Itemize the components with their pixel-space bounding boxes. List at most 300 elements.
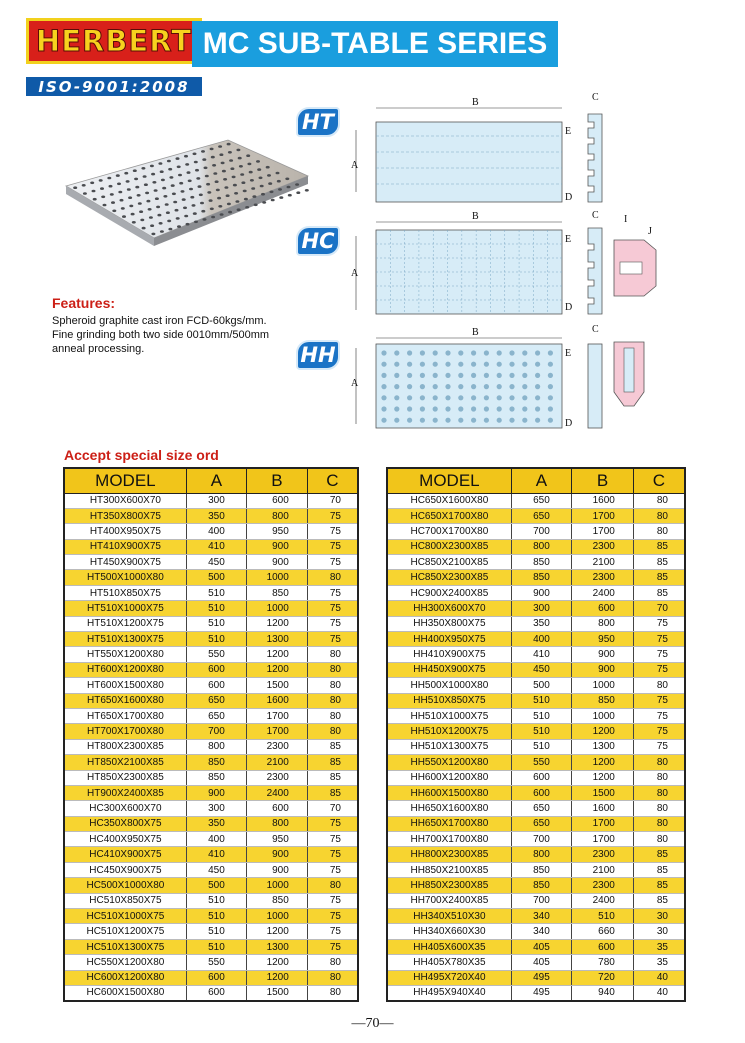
cell-b: 950 <box>247 832 308 847</box>
cell-c: 85 <box>633 862 685 877</box>
cell-a: 410 <box>186 847 246 862</box>
cell-b: 2300 <box>572 570 634 585</box>
cell-c: 80 <box>307 678 358 693</box>
cell-a: 450 <box>186 862 246 877</box>
table-row <box>64 878 358 893</box>
cell-c: 75 <box>307 909 358 924</box>
cell-a: 510 <box>511 708 571 723</box>
col-header-b: B <box>247 468 308 493</box>
cell-model: HH850X2100X85 <box>387 862 511 877</box>
hh-dim-b: B <box>472 327 479 338</box>
cell-a: 510 <box>186 909 246 924</box>
ht-dim-e: E <box>565 126 572 137</box>
cell-b: 1500 <box>247 678 308 693</box>
ht-dim-b: B <box>472 97 479 108</box>
cell-model: HC600X1500X80 <box>64 986 186 1001</box>
cell-b: 2300 <box>572 847 634 862</box>
cell-a: 400 <box>186 832 246 847</box>
features-title: Features: <box>52 295 116 311</box>
cell-b: 2100 <box>572 862 634 877</box>
cell-c: 75 <box>307 862 358 877</box>
cell-a: 550 <box>511 755 571 770</box>
table-row <box>387 693 685 708</box>
cell-model: HT400X950X75 <box>64 524 186 539</box>
table-row <box>64 632 358 647</box>
hc-diagram <box>344 206 674 324</box>
cell-model: HH510X1300X75 <box>387 739 511 754</box>
cell-c: 75 <box>307 508 358 523</box>
table-row <box>387 678 685 693</box>
cell-a: 700 <box>511 893 571 908</box>
col-header-model: MODEL <box>387 468 511 493</box>
cell-b: 1000 <box>247 601 308 616</box>
cell-b: 1700 <box>572 524 634 539</box>
page-title: MC SUB-TABLE SERIES <box>192 21 558 67</box>
cell-model: HH600X1200X80 <box>387 770 511 785</box>
cell-c: 80 <box>633 785 685 800</box>
cell-c: 40 <box>633 986 685 1001</box>
cell-model: HC700X1700X80 <box>387 524 511 539</box>
cell-model: HC410X900X75 <box>64 847 186 862</box>
cell-model: HH340X660X30 <box>387 924 511 939</box>
cell-model: HH650X1600X80 <box>387 801 511 816</box>
cell-a: 500 <box>186 570 246 585</box>
cell-model: HH400X950X75 <box>387 632 511 647</box>
cell-model: HC510X850X75 <box>64 893 186 908</box>
cell-a: 700 <box>511 832 571 847</box>
table-row <box>64 724 358 739</box>
cell-b: 1200 <box>247 970 308 985</box>
hc-dim-d: D <box>565 302 573 313</box>
cell-a: 495 <box>511 986 571 1001</box>
table-row <box>64 708 358 723</box>
cell-b: 1000 <box>572 678 634 693</box>
cell-a: 510 <box>186 924 246 939</box>
cell-model: HH700X1700X80 <box>387 832 511 847</box>
cell-model: HC510X1000X75 <box>64 909 186 924</box>
cell-b: 900 <box>572 662 634 677</box>
cell-model: HH450X900X75 <box>387 662 511 677</box>
cell-b: 1600 <box>247 693 308 708</box>
cell-a: 405 <box>511 955 571 970</box>
cell-b: 900 <box>572 647 634 662</box>
cell-c: 35 <box>633 955 685 970</box>
table-row <box>64 601 358 616</box>
cell-a: 510 <box>511 693 571 708</box>
cell-a: 405 <box>511 939 571 954</box>
cell-model: HT650X1600X80 <box>64 693 186 708</box>
cell-model: HC650X1600X80 <box>387 493 511 508</box>
cell-model: HH650X1700X80 <box>387 816 511 831</box>
cell-a: 650 <box>186 708 246 723</box>
cell-b: 1000 <box>572 708 634 723</box>
cell-c: 80 <box>633 755 685 770</box>
cell-c: 80 <box>307 662 358 677</box>
iso-badge: ISO-9001:2008 <box>26 77 202 96</box>
table-row <box>64 770 358 785</box>
cell-c: 85 <box>633 878 685 893</box>
table-row <box>387 770 685 785</box>
cell-b: 1200 <box>572 755 634 770</box>
cell-model: HH510X850X75 <box>387 693 511 708</box>
cell-c: 80 <box>633 801 685 816</box>
table-row <box>387 493 685 508</box>
cell-model: HH300X600X70 <box>387 601 511 616</box>
cell-model: HC510X1300X75 <box>64 939 186 954</box>
cell-a: 510 <box>186 939 246 954</box>
cell-c: 75 <box>307 555 358 570</box>
cell-c: 80 <box>307 986 358 1001</box>
cell-b: 900 <box>247 847 308 862</box>
cell-c: 80 <box>307 708 358 723</box>
cell-b: 1600 <box>572 493 634 508</box>
table-row <box>64 524 358 539</box>
cell-c: 75 <box>633 739 685 754</box>
cell-a: 500 <box>511 678 571 693</box>
cell-model: HT600X1200X80 <box>64 662 186 677</box>
table-row <box>387 909 685 924</box>
cell-a: 650 <box>511 816 571 831</box>
cell-model: HC650X1700X80 <box>387 508 511 523</box>
cell-a: 300 <box>186 801 246 816</box>
cell-b: 800 <box>572 616 634 631</box>
cell-model: HT700X1700X80 <box>64 724 186 739</box>
cell-model: HC300X600X70 <box>64 801 186 816</box>
col-header-a: A <box>186 468 246 493</box>
cell-b: 1000 <box>247 909 308 924</box>
table-row <box>64 893 358 908</box>
cell-a: 350 <box>511 616 571 631</box>
cell-a: 850 <box>511 862 571 877</box>
cell-model: HC350X800X75 <box>64 816 186 831</box>
cell-c: 75 <box>307 585 358 600</box>
cell-model: HC800X2300X85 <box>387 539 511 554</box>
table-row <box>64 662 358 677</box>
cell-c: 75 <box>307 632 358 647</box>
cell-model: HT850X2100X85 <box>64 755 186 770</box>
cell-model: HC850X2300X85 <box>387 570 511 585</box>
cell-b: 850 <box>247 585 308 600</box>
table-row <box>387 847 685 862</box>
cell-a: 600 <box>186 662 246 677</box>
cell-c: 80 <box>633 493 685 508</box>
table-row <box>387 955 685 970</box>
cell-model: HT300X600X70 <box>64 493 186 508</box>
cell-a: 800 <box>511 847 571 862</box>
cell-c: 85 <box>633 847 685 862</box>
cell-c: 80 <box>633 770 685 785</box>
table-row <box>64 847 358 862</box>
cell-a: 700 <box>511 524 571 539</box>
cell-a: 550 <box>186 647 246 662</box>
table-row <box>387 832 685 847</box>
cell-c: 75 <box>307 539 358 554</box>
cell-b: 2100 <box>247 755 308 770</box>
cell-model: HT900X2400X85 <box>64 785 186 800</box>
features-text <box>52 314 292 356</box>
cell-c: 75 <box>633 616 685 631</box>
cell-a: 650 <box>511 493 571 508</box>
cell-b: 900 <box>247 862 308 877</box>
cell-b: 940 <box>572 986 634 1001</box>
cell-b: 1600 <box>572 801 634 816</box>
cell-b: 1000 <box>247 878 308 893</box>
cell-c: 75 <box>633 724 685 739</box>
cell-model: HH350X800X75 <box>387 616 511 631</box>
cell-model: HH510X1200X75 <box>387 724 511 739</box>
cell-b: 800 <box>247 816 308 831</box>
cell-model: HH340X510X30 <box>387 909 511 924</box>
cell-c: 85 <box>633 570 685 585</box>
cell-b: 2400 <box>572 893 634 908</box>
cell-c: 85 <box>307 755 358 770</box>
table-row <box>64 755 358 770</box>
cell-b: 600 <box>572 601 634 616</box>
cell-a: 900 <box>511 585 571 600</box>
cell-c: 75 <box>633 693 685 708</box>
cell-c: 80 <box>307 878 358 893</box>
cell-c: 75 <box>307 524 358 539</box>
cell-b: 1200 <box>572 770 634 785</box>
accept-special-size-title: Accept special size ord <box>64 447 219 463</box>
cell-model: HH500X1000X80 <box>387 678 511 693</box>
cell-model: HT510X1300X75 <box>64 632 186 647</box>
cell-model: HT450X900X75 <box>64 555 186 570</box>
cell-c: 85 <box>633 539 685 554</box>
page-number: —70— <box>351 1016 394 1031</box>
cell-a: 300 <box>511 601 571 616</box>
cell-a: 350 <box>186 816 246 831</box>
cell-a: 700 <box>186 724 246 739</box>
cell-b: 1500 <box>572 785 634 800</box>
cell-a: 495 <box>511 970 571 985</box>
cell-c: 80 <box>633 832 685 847</box>
cell-b: 2300 <box>572 539 634 554</box>
table-row <box>387 662 685 677</box>
table-row <box>64 508 358 523</box>
hh-badge: HH <box>296 340 340 370</box>
cell-c: 75 <box>307 893 358 908</box>
hh-dim-d: D <box>565 418 573 429</box>
cell-b: 1200 <box>247 924 308 939</box>
table-row <box>64 570 358 585</box>
table-row <box>64 909 358 924</box>
cell-a: 510 <box>186 601 246 616</box>
hh-dim-c: C <box>592 324 599 335</box>
cell-a: 510 <box>186 632 246 647</box>
cell-c: 85 <box>307 770 358 785</box>
brand-logo <box>26 18 202 64</box>
cell-a: 510 <box>511 739 571 754</box>
cell-c: 80 <box>307 647 358 662</box>
cell-model: HH405X780X35 <box>387 955 511 970</box>
table-row <box>64 970 358 985</box>
cell-model: HC850X2100X85 <box>387 555 511 570</box>
ht-dim-d: D <box>565 192 573 203</box>
table-row <box>64 862 358 877</box>
cell-a: 900 <box>186 785 246 800</box>
cell-c: 80 <box>633 524 685 539</box>
cell-b: 2300 <box>247 739 308 754</box>
cell-model: HT650X1700X80 <box>64 708 186 723</box>
cell-c: 30 <box>633 924 685 939</box>
cell-b: 1700 <box>247 724 308 739</box>
table-row <box>64 493 358 508</box>
cell-a: 850 <box>511 570 571 585</box>
col-header-b: B <box>572 468 634 493</box>
cell-model: HT600X1500X80 <box>64 678 186 693</box>
cell-model: HH405X600X35 <box>387 939 511 954</box>
hh-dim-e: E <box>565 348 572 359</box>
cell-model: HH510X1000X75 <box>387 708 511 723</box>
cell-a: 350 <box>186 508 246 523</box>
cell-b: 600 <box>572 939 634 954</box>
cell-model: HC450X900X75 <box>64 862 186 877</box>
table-row <box>64 816 358 831</box>
cell-b: 600 <box>247 801 308 816</box>
cell-a: 510 <box>186 585 246 600</box>
cell-model: HH800X2300X85 <box>387 847 511 862</box>
cell-c: 40 <box>633 970 685 985</box>
cell-a: 300 <box>186 493 246 508</box>
cell-c: 75 <box>307 816 358 831</box>
cell-a: 600 <box>511 785 571 800</box>
table-row <box>387 862 685 877</box>
table-row <box>387 524 685 539</box>
table-row <box>387 708 685 723</box>
cell-model: HH495X940X40 <box>387 986 511 1001</box>
cell-model: HC500X1000X80 <box>64 878 186 893</box>
cell-c: 80 <box>307 724 358 739</box>
hc-dim-a: A <box>351 268 359 279</box>
cell-a: 510 <box>186 893 246 908</box>
cell-a: 450 <box>511 662 571 677</box>
table-row <box>64 693 358 708</box>
table-row <box>64 555 358 570</box>
cell-model: HH495X720X40 <box>387 970 511 985</box>
cell-a: 340 <box>511 909 571 924</box>
cell-a: 650 <box>511 508 571 523</box>
cell-a: 410 <box>186 539 246 554</box>
hh-dim-a: A <box>351 378 359 389</box>
cell-b: 720 <box>572 970 634 985</box>
table-row <box>387 585 685 600</box>
hh-diagram <box>344 322 674 432</box>
cell-b: 850 <box>572 693 634 708</box>
table-row <box>64 616 358 631</box>
cell-a: 650 <box>511 801 571 816</box>
brand-logo-text: HERBERT <box>35 24 193 58</box>
product-photo <box>58 138 312 248</box>
cell-c: 80 <box>307 955 358 970</box>
cell-b: 1300 <box>247 632 308 647</box>
cell-a: 550 <box>186 955 246 970</box>
cell-model: HH550X1200X80 <box>387 755 511 770</box>
cell-a: 850 <box>511 555 571 570</box>
table-row <box>64 801 358 816</box>
cell-a: 400 <box>511 632 571 647</box>
cell-model: HT510X850X75 <box>64 585 186 600</box>
ht-diagram <box>344 92 674 212</box>
cell-b: 1300 <box>247 939 308 954</box>
cell-b: 1200 <box>247 647 308 662</box>
ht-dim-a: A <box>351 160 359 171</box>
cell-a: 340 <box>511 924 571 939</box>
cell-c: 85 <box>307 785 358 800</box>
hc-dim-b: B <box>472 211 479 222</box>
cell-b: 900 <box>247 555 308 570</box>
cell-c: 80 <box>633 678 685 693</box>
table-row <box>387 555 685 570</box>
table-row <box>387 878 685 893</box>
cell-b: 1300 <box>572 739 634 754</box>
col-header-c: C <box>633 468 685 493</box>
cell-b: 1700 <box>572 816 634 831</box>
cell-c: 80 <box>633 816 685 831</box>
cell-model: HT510X1200X75 <box>64 616 186 631</box>
table-row <box>387 970 685 985</box>
cell-b: 2400 <box>572 585 634 600</box>
cell-a: 510 <box>186 616 246 631</box>
cell-a: 400 <box>186 524 246 539</box>
cell-c: 75 <box>307 847 358 862</box>
cell-model: HC510X1200X75 <box>64 924 186 939</box>
cell-model: HH700X2400X85 <box>387 893 511 908</box>
cell-b: 800 <box>247 508 308 523</box>
cell-c: 85 <box>633 585 685 600</box>
cell-c: 85 <box>307 739 358 754</box>
table-row <box>64 647 358 662</box>
cell-c: 70 <box>307 801 358 816</box>
cell-a: 850 <box>511 878 571 893</box>
table-row <box>387 724 685 739</box>
table-row <box>387 893 685 908</box>
cell-b: 780 <box>572 955 634 970</box>
table-row <box>387 924 685 939</box>
table-row <box>387 632 685 647</box>
table-row <box>387 647 685 662</box>
table-row <box>387 755 685 770</box>
table-row <box>64 678 358 693</box>
hc-dim-e: E <box>565 234 572 245</box>
cell-a: 600 <box>186 970 246 985</box>
cell-c: 75 <box>307 924 358 939</box>
cell-a: 600 <box>511 770 571 785</box>
hc-dim-i: I <box>624 214 628 225</box>
table-row <box>64 939 358 954</box>
cell-b: 600 <box>247 493 308 508</box>
cell-b: 950 <box>572 632 634 647</box>
table-row <box>64 986 358 1001</box>
col-header-c: C <box>307 468 358 493</box>
table-row <box>387 539 685 554</box>
table-row <box>64 585 358 600</box>
cell-b: 1200 <box>247 955 308 970</box>
cell-c: 75 <box>307 832 358 847</box>
cell-b: 1200 <box>572 724 634 739</box>
feature-line: Fine grinding both two side 0010mm/500mm <box>52 329 270 341</box>
table-row <box>64 739 358 754</box>
cell-b: 900 <box>247 539 308 554</box>
cell-model: HC600X1200X80 <box>64 970 186 985</box>
col-header-model: MODEL <box>64 468 186 493</box>
cell-c: 85 <box>633 555 685 570</box>
table-row <box>387 816 685 831</box>
cell-a: 850 <box>186 755 246 770</box>
cell-a: 650 <box>186 693 246 708</box>
ht-dim-c: C <box>592 92 599 103</box>
table-row <box>387 785 685 800</box>
